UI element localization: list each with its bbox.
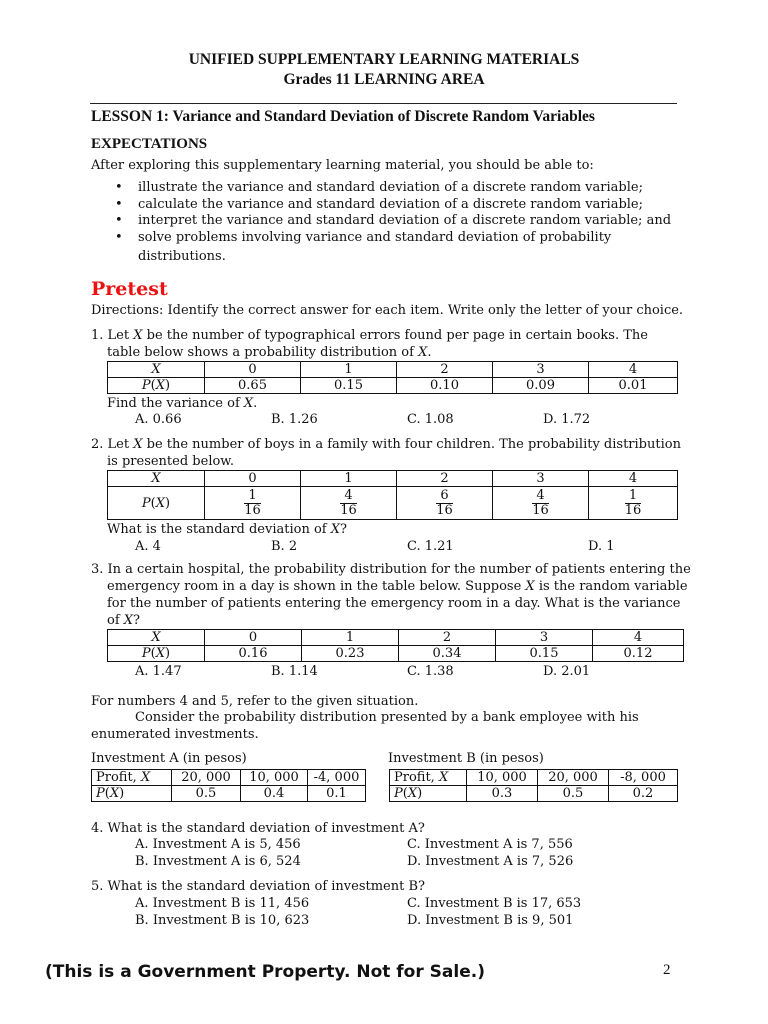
q2-text-line1: 2. Let X be the number of boys in a family with four children. The probability distribution (91, 437, 681, 452)
q5-option-b: B. Investment B is 10, 623 (135, 913, 310, 928)
fraction-numerator: 4 (340, 489, 357, 504)
fraction-denominator: 16 (244, 502, 261, 518)
table-cell (397, 487, 493, 520)
table-cell: Profit, X (390, 770, 467, 786)
table-row (108, 630, 684, 646)
fraction (244, 489, 261, 518)
table-cell: 0 (205, 630, 302, 646)
q3-distribution-table (107, 629, 684, 662)
investment-b-table (389, 769, 678, 802)
table-cell: 0.2 (609, 786, 678, 802)
fraction (436, 489, 453, 518)
table-cell: 0.5 (538, 786, 609, 802)
table-cell: P(X) (390, 786, 467, 802)
table-cell: 3 (493, 471, 589, 487)
q2-option-b: B. 2 (271, 539, 298, 554)
q1-option-c: C. 1.08 (407, 412, 454, 427)
table-cell: 0.15 (301, 378, 397, 394)
fraction-denominator: 16 (532, 502, 549, 518)
expectation-item: • calculate the variance and standard deviation of a discrete random variable; (115, 197, 671, 214)
header-divider (90, 103, 677, 104)
table-cell: X (108, 362, 205, 378)
table-cell: 2 (397, 471, 493, 487)
table-cell: 0.65 (205, 378, 301, 394)
q4-option-c: C. Investment A is 7, 556 (407, 837, 573, 852)
situation-line3: enumerated investments. (91, 727, 259, 742)
table-cell: 1 (301, 362, 397, 378)
q3-text-line1: 3. In a certain hospital, the probability distribution for the number of patients entering the (91, 562, 691, 577)
lesson-title: LESSON 1: Variance and Standard Deviation of Discrete Random Variables (91, 108, 595, 125)
fraction-numerator: 1 (625, 489, 642, 504)
fraction (532, 489, 549, 518)
expectation-item-continued: distributions. (138, 249, 226, 264)
government-property-notice: (This is a Government Property. Not for Sale.) (45, 962, 485, 982)
q5-option-d: D. Investment B is 9, 501 (407, 913, 574, 928)
table-cell: 0.34 (399, 646, 496, 662)
fraction-numerator: 4 (532, 489, 549, 504)
fraction-denominator: 16 (624, 502, 642, 518)
table-cell: 0.15 (496, 646, 593, 662)
table-cell: P(X) (108, 646, 205, 662)
q5-option-c: C. Investment B is 17, 653 (407, 896, 582, 911)
table-cell: 2 (399, 630, 496, 646)
table-cell: 1 (302, 630, 399, 646)
expectation-item: • interpret the variance and standard deviation of a discrete random variable; and (115, 213, 671, 230)
table-cell: X (108, 471, 205, 487)
table-cell: 0 (205, 362, 301, 378)
q1-option-d: D. 1.72 (543, 412, 591, 427)
table-cell: 10, 000 (241, 770, 308, 786)
q1-prompt: Find the variance of X. (107, 396, 258, 411)
fraction (340, 489, 357, 518)
expectation-item: • illustrate the variance and standard deviation of a discrete random variable; (115, 180, 671, 197)
q4-prompt: 4. What is the standard deviation of investment A? (91, 821, 425, 836)
fraction-numerator: 1 (244, 489, 261, 504)
table-cell: 20, 000 (538, 770, 609, 786)
q3-text-line4: of X? (107, 613, 141, 628)
q2-option-d: D. 1 (588, 539, 615, 554)
table-cell: 4 (593, 630, 684, 646)
q4-option-b: B. Investment A is 6, 524 (135, 854, 301, 869)
expectations-intro: After exploring this supplementary learning material, you should be able to: (91, 158, 594, 173)
table-cell: 0.09 (493, 378, 589, 394)
table-cell: 3 (493, 362, 589, 378)
q3-text-line2: emergency room in a day is shown in the table below. Suppose X is the random variable (107, 579, 688, 594)
q1-text-line2: table below shows a probability distribution of X. (107, 345, 432, 360)
q2-option-a: A. 4 (135, 539, 161, 554)
q4-option-d: D. Investment A is 7, 526 (407, 854, 574, 869)
q3-option-c: C. 1.38 (407, 664, 454, 679)
q2-distribution-table (107, 470, 678, 520)
q1-option-b: B. 1.26 (271, 412, 318, 427)
q3-option-b: B. 1.14 (271, 664, 318, 679)
table-cell: 0.16 (205, 646, 302, 662)
investment-b-title: Investment B (in pesos) (388, 751, 544, 766)
table-cell (493, 487, 589, 520)
table-cell: 0.12 (593, 646, 684, 662)
situation-line2: Consider the probability distribution presented by a bank employee with his (135, 710, 639, 725)
table-row (108, 646, 684, 662)
table-cell: -4, 000 (308, 770, 366, 786)
fraction (625, 489, 642, 518)
table-cell: X (108, 630, 205, 646)
q2-prompt: What is the standard deviation of X? (107, 522, 347, 537)
table-row (390, 770, 678, 786)
table-cell: 4 (589, 471, 678, 487)
table-cell: 0.1 (308, 786, 366, 802)
investment-a-table (91, 769, 366, 802)
table-row (108, 487, 678, 520)
expectation-item: • solve problems involving variance and standard deviation of probability (115, 230, 671, 247)
q2-option-c: C. 1.21 (407, 539, 454, 554)
q1-option-a: A. 0.66 (135, 412, 182, 427)
table-cell: P(X) (108, 487, 205, 520)
expectations-list (115, 180, 671, 246)
table-cell: 0.5 (172, 786, 241, 802)
table-cell: 0.4 (241, 786, 308, 802)
table-cell: 3 (496, 630, 593, 646)
q4-option-a: A. Investment A is 5, 456 (135, 837, 301, 852)
table-cell: Profit, X (92, 770, 172, 786)
table-cell: 0.3 (467, 786, 538, 802)
fraction-denominator: 16 (436, 502, 453, 518)
fraction-denominator: 16 (340, 502, 357, 518)
table-row (108, 362, 678, 378)
table-cell: 10, 000 (467, 770, 538, 786)
table-cell: 0.10 (397, 378, 493, 394)
table-cell: P(X) (92, 786, 172, 802)
q5-prompt: 5. What is the standard deviation of investment B? (91, 879, 426, 894)
table-cell: P(X) (108, 378, 205, 394)
table-cell: -8, 000 (609, 770, 678, 786)
table-cell: 0.01 (589, 378, 678, 394)
q3-text-line3: for the number of patients entering the emergency room in a day. What is the variance (107, 596, 681, 611)
investment-a-title: Investment A (in pesos) (91, 751, 247, 766)
table-row (92, 786, 366, 802)
table-cell: 4 (589, 362, 678, 378)
situation-line1: For numbers 4 and 5, refer to the given situation. (91, 694, 419, 709)
pretest-heading: Pretest (91, 278, 168, 300)
q2-text-line2: is presented below. (107, 454, 235, 469)
table-row (390, 786, 678, 802)
q3-option-d: D. 2.01 (543, 664, 591, 679)
q1-text-line1: 1. Let X be the number of typographical errors found per page in certain books. The (91, 328, 648, 343)
doc-header-line2: Grades 11 LEARNING AREA (283, 71, 485, 88)
table-cell (301, 487, 397, 520)
table-cell: 0 (205, 471, 301, 487)
table-cell: 0.23 (302, 646, 399, 662)
doc-header-line1: UNIFIED SUPPLEMENTARY LEARNING MATERIALS (188, 51, 580, 68)
q5-option-a: A. Investment B is 11, 456 (135, 896, 310, 911)
table-row (108, 471, 678, 487)
table-row (92, 770, 366, 786)
table-cell: 1 (301, 471, 397, 487)
page-number: 2 (663, 962, 671, 978)
q1-distribution-table (107, 361, 678, 394)
expectations-heading: EXPECTATIONS (91, 136, 208, 152)
table-cell (589, 487, 678, 520)
table-cell: 2 (397, 362, 493, 378)
q3-option-a: A. 1.47 (135, 664, 182, 679)
table-cell (205, 487, 301, 520)
table-cell: 20, 000 (172, 770, 241, 786)
pretest-directions: Directions: Identify the correct answer for each item. Write only the letter of your choice. (91, 303, 684, 318)
fraction-numerator: 6 (436, 489, 453, 504)
table-row (108, 378, 678, 394)
